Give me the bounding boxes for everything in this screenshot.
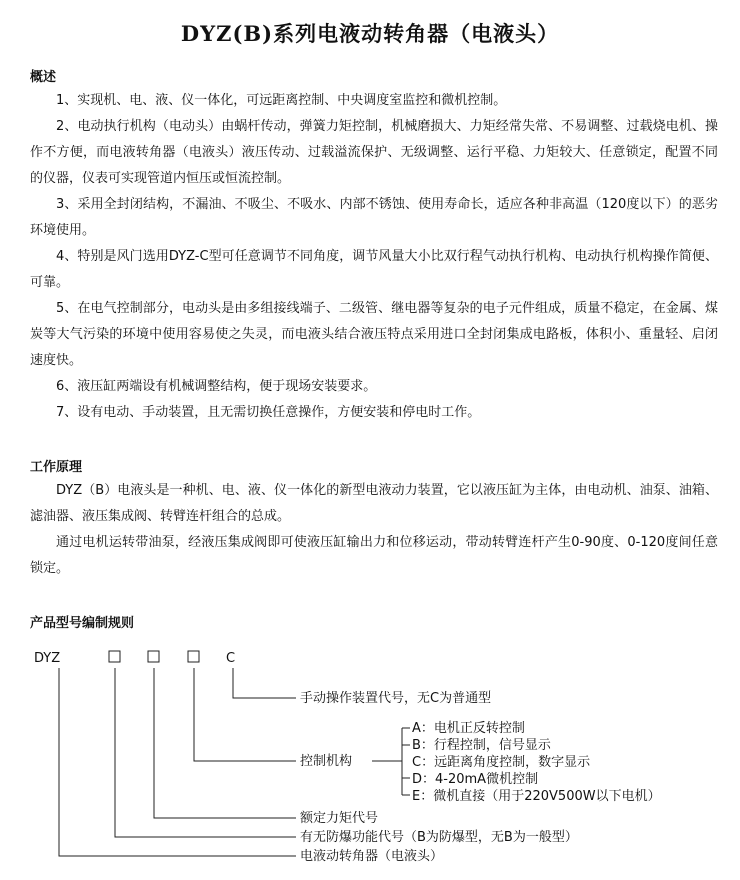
principle-text bbox=[30, 478, 718, 582]
label-manual: 手动操作装置代号，无C为普通型 bbox=[300, 691, 492, 706]
connector-control bbox=[194, 668, 296, 761]
code-slot-explosion bbox=[109, 651, 120, 662]
connector-explosion bbox=[115, 668, 296, 837]
overview-item-6: 6、液压缸两端设有机械调整结构，便于现场安装要求。 bbox=[56, 379, 377, 394]
label-product: 电液动转角器（电液头） bbox=[300, 849, 444, 864]
code-slot-control bbox=[188, 651, 199, 662]
overview-list bbox=[30, 88, 718, 426]
label-control: 控制机构 bbox=[300, 754, 353, 769]
control-option-a: A：电机正反转控制 bbox=[412, 721, 525, 736]
overview-item-3: 3、采用全封闭结构，不漏油、不吸尘、不吸水、内部不锈蚀、使用寿命长，适应各种非高温（120度以下）的恶劣环境使用。 bbox=[30, 197, 718, 238]
model-rules-heading: 产品型号编制规则 bbox=[30, 616, 135, 631]
overview-item-2: 2、电动执行机构（电动头）由蜗杆传动，弹簧力矩控制，机械磨损大、力矩经常失常、不易调整、过载烧电机、操作不方便，而电液转角器（电液头）液压传动、过载溢流保护、无级调整、运行平稳、力矩较大、任意锁定，配置不同的仪器，仪表可实现管道内恒压或恒流控制。 bbox=[30, 119, 718, 186]
code-prefix: DYZ bbox=[34, 651, 61, 666]
label-torque: 额定力矩代号 bbox=[300, 811, 379, 826]
model-code-diagram bbox=[0, 640, 740, 880]
principle-heading: 工作原理 bbox=[30, 460, 83, 475]
overview-item-1: 1、实现机、电、液、仪一体化，可远距离控制、中央调度室监控和微机控制。 bbox=[56, 93, 507, 108]
code-slot-torque bbox=[148, 651, 159, 662]
overview-heading: 概述 bbox=[30, 70, 57, 85]
control-option-d: D：4-20mA微机控制 bbox=[412, 772, 539, 787]
overview-item-5: 5、在电气控制部分，电动头是由多组接线端子、二级管、继电器等复杂的电子元件组成，质量不稳定，在金属、煤炭等大气污染的环境中使用容易使之失灵，而电液头结合液压特点采用进口全封闭集成电路板，体积小、重量轻、启闭速度快。 bbox=[30, 301, 718, 368]
label-explosion: 有无防爆功能代号（B为防爆型，无B为一般型） bbox=[300, 830, 578, 845]
principle-paragraph-1: DYZ（B）电液头是一种机、电、液、仪一体化的新型电液动力装置，它以液压缸为主体，由电动机、油泵、油箱、滤油器、液压集成阀、转臂连杆组合的总成。 bbox=[30, 483, 718, 524]
principle-paragraph-2: 通过电机运转带油泵，经液压集成阀即可使液压缸输出力和位移运动，带动转臂连杆产生0-90度、0-120度间任意锁定。 bbox=[30, 535, 718, 576]
code-suffix: C bbox=[226, 651, 236, 666]
control-option-e: E：微机直接（用于220V500W以下电机） bbox=[412, 789, 661, 804]
control-option-c: C：远距离角度控制，数字显示 bbox=[412, 755, 591, 770]
connector-torque bbox=[154, 668, 296, 818]
connector-product bbox=[59, 668, 296, 856]
overview-item-7: 7、设有电动、手动装置，且无需切换任意操作，方便安装和停电时工作。 bbox=[56, 405, 481, 420]
overview-item-4: 4、特别是风门选用DYZ-C型可任意调节不同角度，调节风量大小比双行程气动执行机构、电动执行机构操作简便、可靠。 bbox=[30, 249, 718, 290]
control-option-b: B：行程控制，信号显示 bbox=[412, 738, 551, 753]
connector-manual bbox=[233, 668, 296, 698]
page-title: DYZ(B)系列电液动转角器（电液头） bbox=[180, 21, 560, 46]
